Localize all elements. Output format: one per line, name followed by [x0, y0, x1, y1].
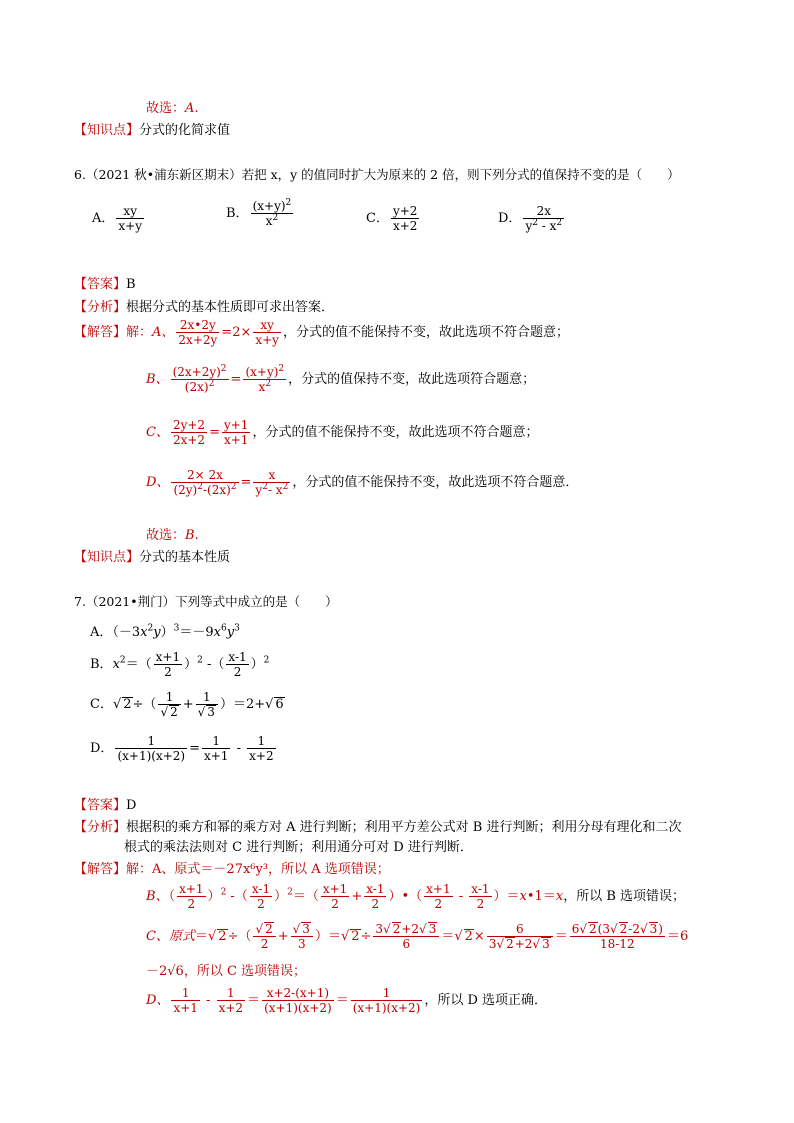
- q7-solution-d: D、 $\frac{1}{x+1}$ - $\frac{1}{x+2}$ ＝ $\frac{x+2-(x+1)}{(x+1)(x+2)}$ ＝ $\frac{1}{(x+1)(x+2)}$ ，所以 D 选项正确．: [146, 986, 548, 1015]
- solution-text: ，分式的值不能保持不变，故此选项不符合题意；: [252, 425, 539, 440]
- exponent: 2: [532, 218, 538, 228]
- option-label: D．: [90, 741, 114, 756]
- option-label: C．: [90, 697, 113, 712]
- solution-label: D、: [146, 475, 170, 490]
- solution-tail: ，所以 B 选项错误；: [563, 889, 686, 904]
- q6-solution-d: D、 $\frac{2\times 2x}{(2y)^2-(2x)^2}$ = $\frac{x}{y^2- x^2}$ ，分式的值不能保持不变，故此选项不符合题意．: [146, 468, 579, 497]
- q6-source: （2021 秋•浦东新区期末）: [85, 167, 242, 182]
- solution-text: ，分式的值不能保持不变，故此选项不符合题意；: [282, 325, 569, 340]
- solution-text: A、原式＝－27x⁶y³，所以 A 选项错误；: [152, 862, 390, 877]
- solution-text: －2√6，所以 C 选项错误；: [146, 964, 307, 979]
- knowledge-text: 分式的基本性质: [139, 550, 231, 565]
- solution-label: C、原式: [146, 929, 195, 944]
- q6-analysis-line: [74, 296, 334, 315]
- answer-value: D: [126, 798, 137, 813]
- q6-solution-b: B、 $\frac{(2x+2y)^2}{(2x)^2}$ = $\frac{(x+y)^2}{x^2}$ ，分式的值保持不变，故此选项符合题意；: [146, 364, 536, 394]
- q6-stem: [74, 165, 680, 183]
- solution-intro: 解：: [126, 325, 153, 340]
- denominator: x: [265, 214, 273, 228]
- q6-solution-a: 【解答】解：A、 $\frac{2x•2y}{2x+2y}$ =2× $\frac{xy}{x+y}$ ，分式的值不能保持不变，故此选项不符合题意；: [74, 318, 569, 347]
- q6-option-b: [226, 199, 295, 228]
- prev-knowledge-tag: 【知识点】: [74, 123, 140, 138]
- prev-choice-suffix: .: [194, 101, 199, 116]
- math-fraction: $\frac{2x•2y}{2x+2y}$: [178, 318, 218, 347]
- q7-analysis-line-2: [124, 836, 473, 855]
- q7-solution-c: C、原式＝√ 2÷（ $\frac{√ 2}{2}$ + $\frac{√ 3}{3}$ ）＝√ 2÷ $\frac{3√ 2+2√ 3}{6}$ ＝√ 2× $\frac{6}{3√ 2+2√ 3}$ ＝ $\frac{6√ 2(3√ 2-2√ 3)}{18-12}$ ＝6: [146, 922, 689, 951]
- q6-option-b-fraction: [251, 199, 294, 228]
- option-label: A．: [90, 625, 113, 640]
- q7-num: 7.: [74, 594, 86, 609]
- q7-option-a: A．$(-3x^2y)^3=-9x^6y^3$: [90, 623, 240, 640]
- q6-option-c-fraction: [391, 204, 419, 233]
- q6-option-d-fraction: [523, 204, 564, 233]
- solution-intro: 解：: [126, 862, 153, 877]
- q7-solution-c-wrap: [146, 960, 306, 979]
- numerator: 2x: [523, 204, 564, 219]
- exponent: 2: [285, 198, 292, 208]
- choice-prefix: 故选：: [146, 528, 186, 543]
- choice-suffix: .: [194, 528, 199, 543]
- solution-label: C、: [146, 425, 169, 440]
- q6-option-c: [366, 204, 421, 233]
- analysis-text: 根式的乘法法则对 C 进行判断；利用通分可对 D 进行判断．: [124, 840, 473, 855]
- q7-option-c: C．√ 2÷（ $\frac{1}{√ 2}$ + $\frac{1}{√ 3}$ ）＝2+√ 6: [90, 690, 284, 719]
- choice-value: B: [185, 528, 195, 543]
- q7-solution-b: B、（ $\frac{x+1}{2}$ ）$^2$ -（ $\frac{x-1}{2}$ ）$^2$＝（ $\frac{x+1}{2}$ + $\frac{x-1}{2}$ ）•（ $\frac{x+1}{2}$ - $\frac{x-1}{2}$ ）＝x•1＝x，所以 B 选项错误；: [146, 882, 686, 911]
- q7-answer-line: [74, 794, 136, 813]
- math-fraction: $\frac{xy}{x+y}$: [255, 318, 279, 347]
- knowledge-tag: 【知识点】: [74, 550, 140, 565]
- solution-tag: 【解答】: [74, 325, 127, 340]
- q7-text: 下列等式中成立的是（ ）: [175, 594, 338, 609]
- prev-choice-prefix: 故选：: [146, 101, 186, 116]
- math-fraction: $\frac{y+1}{x+1}$: [223, 418, 249, 447]
- exponent: 2: [272, 213, 279, 223]
- q6-option-b-label: B．: [226, 206, 249, 221]
- analysis-tag: 【分析】: [74, 820, 127, 835]
- analysis-tag: 【分析】: [74, 300, 127, 315]
- q6-option-a-fraction: [116, 204, 144, 233]
- q6-option-c-label: C．: [366, 211, 389, 226]
- math-fraction: $\frac{2y+2}{2x+2}$: [172, 418, 206, 447]
- prev-choice-line: [146, 97, 199, 116]
- q6-num: 6.: [74, 167, 86, 182]
- math-fraction: $\frac{(2x+2y)^2}{(2x)^2}$: [172, 364, 227, 394]
- q7-solution-a: [74, 858, 390, 877]
- solution-tag: 【解答】: [74, 862, 127, 877]
- q7-stem: [74, 592, 338, 610]
- q7-source: （2021•荆门）: [85, 594, 176, 609]
- prev-choice-value: A: [185, 101, 195, 116]
- numerator: (x+y): [252, 199, 286, 213]
- math-fraction: $\frac{x}{y^2- x^2}$: [255, 468, 289, 497]
- numerator: xy: [116, 204, 144, 219]
- denominator: y: [525, 219, 533, 233]
- prev-knowledge-text: 分式的化简求值: [139, 123, 231, 138]
- q6-option-d-label: D．: [498, 211, 522, 226]
- q6-choice-line: [146, 524, 199, 543]
- q6-answer-line: [74, 273, 136, 292]
- denominator: x+2: [392, 219, 418, 233]
- answer-tag: 【答案】: [74, 798, 127, 813]
- solution-text: ，分式的值保持不变，故此选项符合题意；: [288, 372, 536, 387]
- numerator: y+2: [392, 204, 418, 218]
- solution-tail: ，所以 D 选项正确．: [424, 993, 548, 1008]
- solution-text: ，分式的值不能保持不变，故此选项不符合题意．: [292, 475, 579, 490]
- denominator-rest: - x: [537, 219, 557, 233]
- math-fraction: $\frac{(x+y)^2}{x^2}$: [245, 364, 285, 394]
- analysis-text: 根据积的乘方和幂的乘方对 A 进行判断；利用平方差公式对 B 进行判断；利用分母有理化和二次: [126, 820, 682, 835]
- q6-knowledge-line: [74, 546, 230, 565]
- answer-tag: 【答案】: [74, 277, 127, 292]
- q7-option-b: B．$x^2=$（ $\frac{x+1}{2}$ ）$^2$ -（ $\frac{x-1}{2}$ ）$^2$: [90, 650, 270, 679]
- solution-label: B、: [146, 372, 169, 387]
- q7-analysis-line-1: [74, 816, 682, 835]
- exponent: 2: [556, 218, 563, 228]
- prev-knowledge-line: [74, 119, 230, 138]
- q6-solution-c: C、 $\frac{2y+2}{2x+2}$ = $\frac{y+1}{x+1}$ ，分式的值不能保持不变，故此选项不符合题意；: [146, 418, 539, 447]
- q6-option-a-label: A．: [92, 211, 115, 226]
- q6-text: 若把 x，y 的值同时扩大为原来的 2 倍，则下列分式的值保持不变的是（ ）: [241, 167, 680, 182]
- q6-option-d: [498, 204, 566, 233]
- math-fraction: $\frac{2\times 2x}{(2y)^2-(2x)^2}$: [173, 468, 237, 497]
- q6-option-a: [92, 204, 146, 233]
- solution-label: B、: [146, 889, 169, 904]
- denominator: x+y: [118, 219, 142, 233]
- solution-label: A、: [152, 325, 175, 340]
- solution-label: D、: [146, 993, 170, 1008]
- analysis-text: 根据分式的基本性质即可求出答案．: [126, 300, 335, 315]
- option-label: B．: [90, 657, 113, 672]
- q7-option-d: D． $\frac{1}{(x+1)(x+2)}$ = $\frac{1}{x+1}$ - $\frac{1}{x+2}$: [90, 734, 274, 763]
- answer-value: B: [126, 277, 136, 292]
